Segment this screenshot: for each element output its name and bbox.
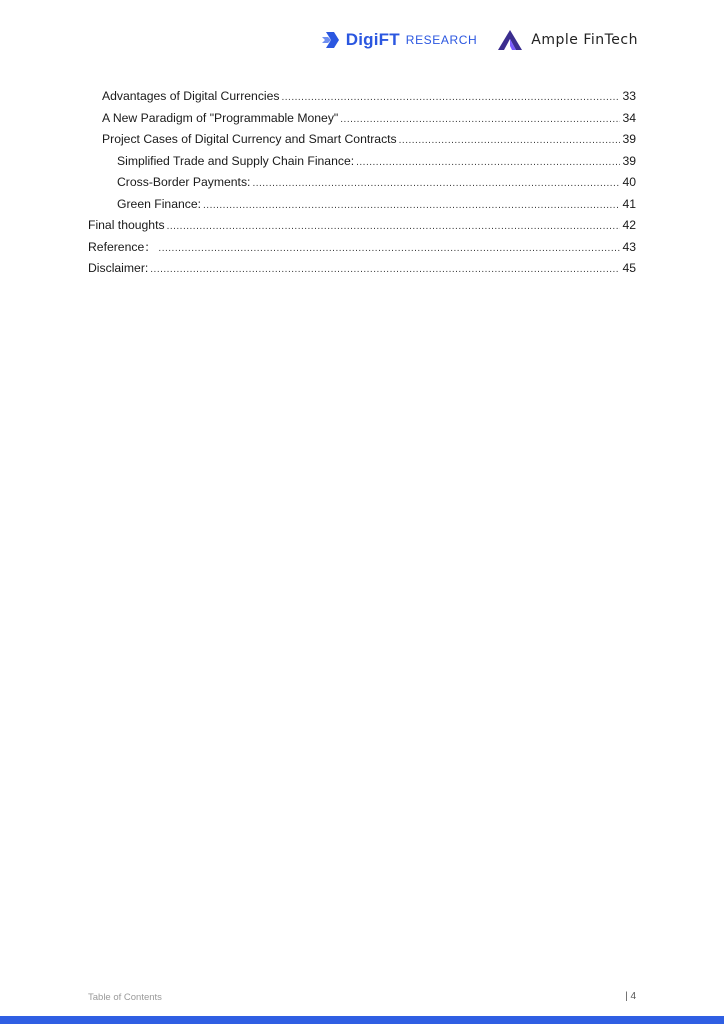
toc-leader-dots <box>356 152 620 174</box>
toc-entry-page: 43 <box>622 239 636 254</box>
toc-entry-page: 40 <box>622 175 636 189</box>
digift-name: DigiFT <box>345 30 400 49</box>
header <box>320 24 638 56</box>
toc-leader-dots <box>167 216 621 238</box>
table-of-contents <box>88 86 636 280</box>
toc-entry[interactable] <box>88 129 636 151</box>
toc-entry[interactable] <box>88 108 636 130</box>
toc-entry-title: Final thoughts <box>88 218 165 232</box>
toc-entry-page: 42 <box>622 218 636 232</box>
toc-leader-dots <box>282 87 621 109</box>
toc-leader-dots <box>158 238 620 260</box>
ample-logo-icon <box>497 29 523 51</box>
toc-entry[interactable] <box>88 194 636 216</box>
toc-entry-title: Simplified Trade and Supply Chain Finance: <box>117 153 355 168</box>
toc-entry-page: 39 <box>622 132 636 146</box>
toc-leader-dots <box>252 173 620 195</box>
footer-accent-bar <box>0 1016 724 1024</box>
toc-entry[interactable] <box>88 172 636 194</box>
toc-entry-page: 33 <box>622 89 636 103</box>
toc-leader-dots <box>203 195 620 217</box>
toc-entry-title: Disclaimer: <box>88 261 149 275</box>
ample-logo <box>497 29 638 51</box>
toc-entry-page: 39 <box>622 153 636 168</box>
footer-section-label: Table of Contents <box>88 992 162 1003</box>
toc-entry-title: Project Cases of Digital Currency and Smart Contracts <box>102 132 397 146</box>
toc-leader-dots <box>399 130 621 152</box>
toc-entry[interactable] <box>88 151 636 173</box>
toc-entry[interactable] <box>88 215 636 237</box>
ample-name: Ample FinTech <box>531 32 638 48</box>
toc-leader-dots <box>340 109 620 131</box>
toc-entry-title: A New Paradigm of "Programmable Money" <box>102 110 339 125</box>
toc-entry-title: Cross-Border Payments: <box>117 175 251 189</box>
toc-entry-page: 45 <box>622 261 636 275</box>
digift-logo-icon <box>320 29 342 51</box>
toc-entry[interactable] <box>88 237 636 259</box>
toc-entry-page: 41 <box>622 196 636 211</box>
toc-entry-page: 34 <box>622 110 636 125</box>
toc-entry-title: Green Finance: <box>117 196 202 211</box>
toc-entry-title: Reference： <box>88 239 157 254</box>
footer-page-number: | 4 <box>625 991 636 1002</box>
digift-subtitle: RESEARCH <box>405 33 478 47</box>
toc-entry[interactable] <box>88 258 636 280</box>
toc-leader-dots <box>150 259 620 281</box>
digift-logo <box>320 29 478 51</box>
toc-entry-title: Advantages of Digital Currencies <box>102 89 280 103</box>
toc-entry[interactable] <box>88 86 636 108</box>
